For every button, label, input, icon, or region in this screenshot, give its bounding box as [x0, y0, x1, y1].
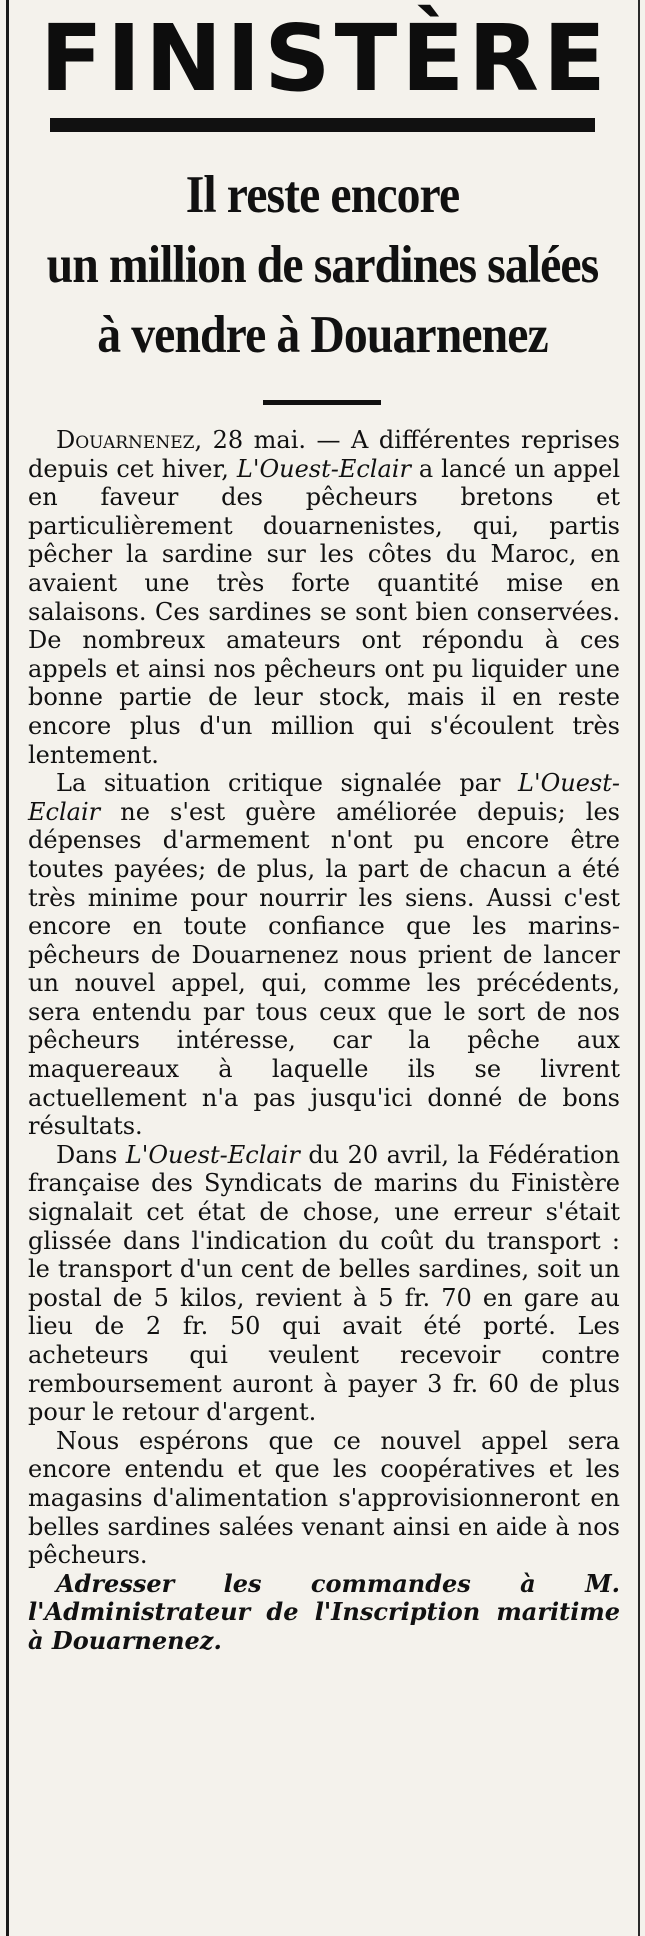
paragraph-2-lead: La situation critique signalée par: [56, 769, 519, 798]
headline-line-1: Il reste encore: [185, 166, 460, 224]
newspaper-name: L'Ouest-Eclair: [236, 454, 411, 483]
article-closing-note: Adresser les commandes à M. l'Administrateur de l'Inscription maritime à Douarnenez.: [28, 1568, 620, 1655]
headline-separator: [263, 400, 381, 405]
paragraph-2-text: ne s'est guère améliorée depuis; les dépenses d'armement n'ont pu encore être toutes payées; de plus, la part de chacun a été très minime pour nourrir les siens. Aussi c'est encore en toute confiance que les marins-pêcheurs de Douarnenez nous prient de lancer un nouvel appel, qui, comme les précédents, sera entendu par tous ceux que le sort de nos pêcheurs intéresse, car la pêche aux maquereaux à laquelle ils se livrent actuellement n'a pas jusqu'ici donné de bons résultats.: [28, 797, 620, 1141]
paragraph-3-text: du 20 avril, la Fédération française des Syndicats de marins du Finistère signalait cet état de chose, une erreur s'était glissée dans l'indication du coût du transport : le transport d'un cent de belles sardines, soit un postal de 5 kilos, revient à 5 fr. 70 en gare au lieu de 2 fr. 50 qui avait été porté. Les acheteurs qui veulent recevoir contre remboursement auront à payer 3 fr. 60 de plus pour le retour d'argent.: [28, 1140, 620, 1427]
paragraph-3-lead: Dans: [56, 1140, 126, 1169]
headline-line-3: à vendre à Douarnenez: [97, 306, 548, 364]
section-title-underline: [50, 118, 595, 132]
article-paragraph-1: [28, 426, 620, 769]
column-rule-left: [6, 0, 9, 1936]
paragraph-1-text: a lancé un appel en faveur des pêcheurs bretons et particulièrement douarnenistes, qui, partis pêcher la sardine sur les côtes du Maroc, en avaient une très forte quantité mise en salaisons. Ces sardines se sont bien conservées. De nombreux amateurs ont répondu à ces appels et ainsi nos pêcheurs ont pu liquider une bonne partie de leur stock, mais il en reste encore plus d'un million qui s'écoulent très lentement.: [28, 454, 620, 769]
dateline: Douarnenez: [56, 426, 195, 454]
headline-line-2: un million de sardines salées: [46, 236, 599, 294]
section-title: FINISTÈRE: [40, 5, 610, 112]
column-rule-right: [638, 0, 640, 1936]
article-headline: [45, 160, 600, 370]
article-paragraph-2: [28, 769, 620, 1141]
newspaper-name: L'Ouest-Eclair: [28, 769, 620, 826]
article-body: [28, 426, 620, 1656]
paragraph-1-lead: , 28 mai. — A différentes reprises depuis cet hiver,: [28, 426, 620, 483]
newspaper-name: L'Ouest-Eclair: [125, 1140, 300, 1169]
article-paragraph-4: Nous espérons que ce nouvel appel sera encore entendu et que les coopératives et les magasins d'alimentation s'approvisionneront en belles sardines salées venant ainsi en aide à nos pêcheurs.: [28, 1426, 620, 1570]
article-paragraph-3: [28, 1141, 620, 1427]
